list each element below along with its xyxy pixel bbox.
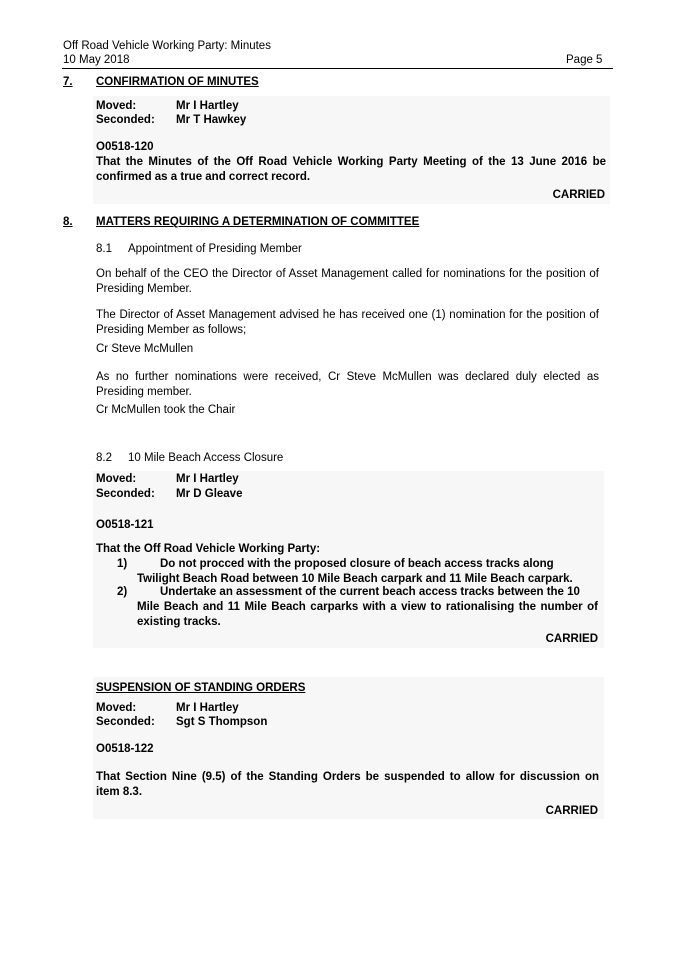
list-item-text: Undertake an assessment of the current beach access tracks between the 10 xyxy=(160,586,580,598)
moved-value: Mr I Hartley xyxy=(176,100,239,112)
section8-number: 8. xyxy=(63,216,73,228)
item-number: 8.2 xyxy=(96,452,112,464)
resolution-id: O0518-120 xyxy=(96,141,154,153)
item-title: 10 Mile Beach Access Closure xyxy=(128,452,284,464)
resolution-text: That Section Nine (9.5) of the Standing Orders be suspended to allow for discussion on item 8.3. xyxy=(96,771,599,798)
seconded-value: Mr D Gleave xyxy=(176,488,243,500)
moved-value: Mr I Hartley xyxy=(176,702,239,714)
moved-label: Moved: xyxy=(96,100,137,112)
item-title: Appointment of Presiding Member xyxy=(128,243,302,255)
list-item-text: Twilight Beach Road between 10 Mile Beach carpark and 11 Mile Beach carpark. xyxy=(137,573,573,585)
resolution-text: That the Minutes of the Off Road Vehicle Working Party Meeting of the 13 June 2016 be confirmed as a true and correct record. xyxy=(96,156,606,183)
section8-heading: MATTERS REQUIRING A DETERMINATION OF COMMITTEE xyxy=(96,216,420,228)
section7-heading: CONFIRMATION OF MINUTES xyxy=(96,76,259,88)
list-item-text: Mile Beach and 11 Mile Beach carparks with a view to rationalising the number of existing tracks. xyxy=(137,601,598,628)
paragraph: As no further nominations were received, Cr Steve McMullen was declared duly elected as Presiding member. xyxy=(96,371,599,398)
header-page: Page 5 xyxy=(566,54,603,66)
section7-resolution-box xyxy=(93,96,610,204)
paragraph: On behalf of the CEO the Director of Asset Management called for nominations for the position of Presiding Member. xyxy=(96,268,599,295)
section7-number: 7. xyxy=(63,76,73,88)
header-date: 10 May 2018 xyxy=(63,54,130,66)
seconded-label: Seconded: xyxy=(96,716,155,728)
paragraph: Cr McMullen took the Chair xyxy=(96,404,236,416)
seconded-value: Mr T Hawkey xyxy=(176,114,247,126)
carried-label: CARRIED xyxy=(545,805,598,817)
list-item-number: 2) xyxy=(117,586,128,598)
seconded-label: Seconded: xyxy=(96,114,155,126)
moved-label: Moved: xyxy=(96,702,137,714)
resolution-intro: That the Off Road Vehicle Working Party: xyxy=(96,543,321,555)
paragraph: The Director of Asset Management advised he has received one (1) nomination for the position of Presiding Member as follows; xyxy=(96,309,599,336)
resolution-id: O0518-121 xyxy=(96,519,154,531)
header-title: Off Road Vehicle Working Party: Minutes xyxy=(63,40,271,52)
seconded-value: Sgt S Thompson xyxy=(176,716,268,728)
suspension-heading: SUSPENSION OF STANDING ORDERS xyxy=(96,682,306,694)
item-number: 8.1 xyxy=(96,243,112,255)
seconded-label: Seconded: xyxy=(96,488,155,500)
list-item-text: Do not procced with the proposed closure of beach access tracks along xyxy=(160,558,554,570)
nominee: Cr Steve McMullen xyxy=(96,343,194,355)
carried-label: CARRIED xyxy=(545,633,598,645)
carried-label: CARRIED xyxy=(552,189,605,201)
header-rule xyxy=(62,68,613,69)
list-item-number: 1) xyxy=(117,558,128,570)
moved-value: Mr I Hartley xyxy=(176,473,239,485)
moved-label: Moved: xyxy=(96,473,137,485)
resolution-id: O0518-122 xyxy=(96,743,154,755)
